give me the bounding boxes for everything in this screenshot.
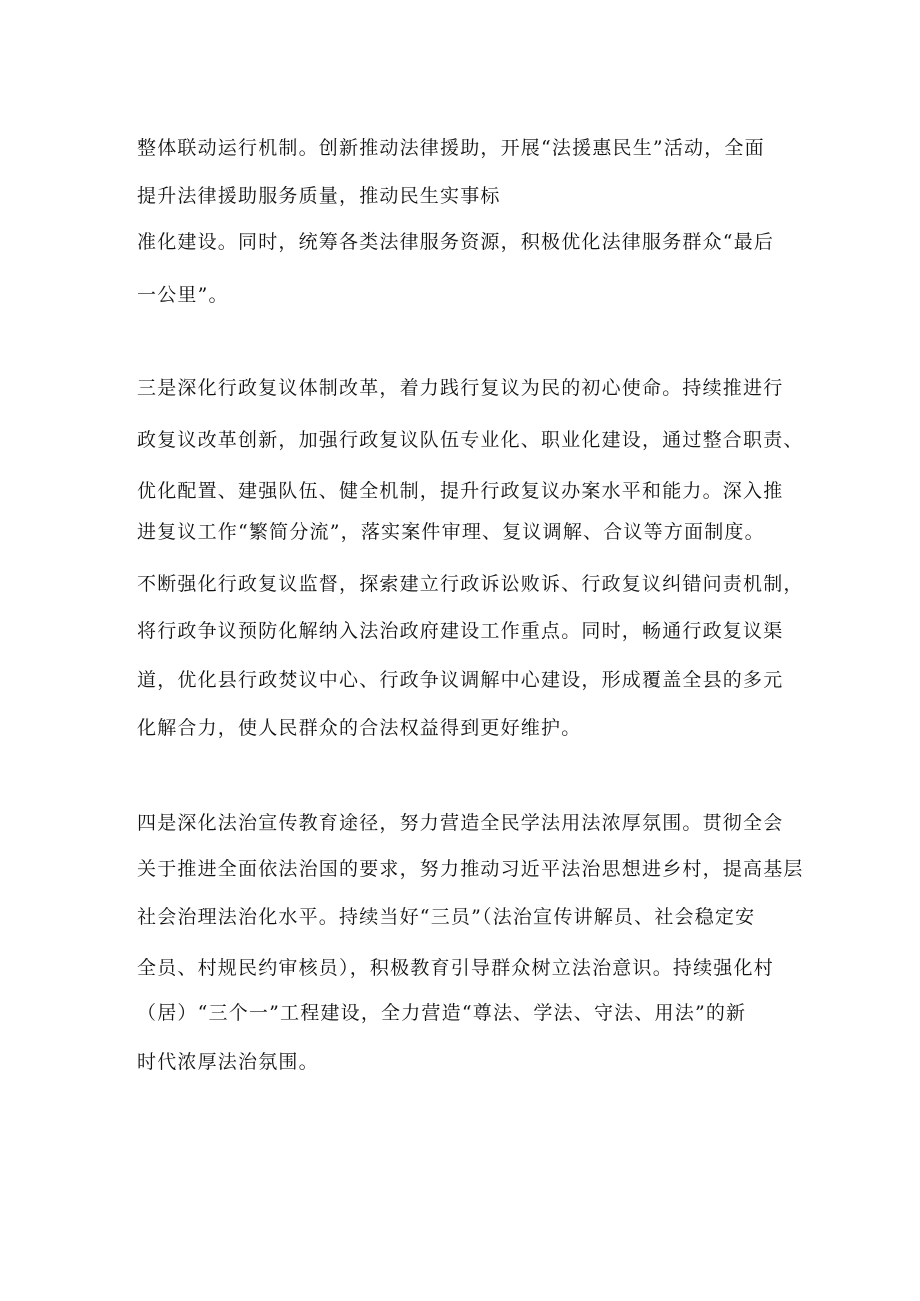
paragraph-1-line-2: 提升法律援助服务质量，推动民生实事标	[137, 185, 501, 207]
paragraph-3-line-4: 全员、村规民约审核员），积极教育引导群众树立法治意识。持续强化村	[137, 957, 774, 979]
paragraph-1-line-1: 整体联动运行机制。创新推动法律援助，开展“法援惠民生”活动，全面	[137, 137, 765, 159]
paragraph-3-line-1: 四是深化法治宣传教育途径，努力营造全民学法用法浓厚氛围。贯彻全会	[137, 812, 784, 834]
paragraph-1-line-4: 一公里”。	[137, 284, 229, 306]
paragraph-2-line-8: 化解合力，使人民群众的合法权益得到更好维护。	[137, 717, 582, 739]
paragraph-2-line-6: 将行政争议预防化解纳入法治政府建设工作重点。同时，畅通行政复议渠	[137, 620, 784, 642]
paragraph-2-line-5: 不断强化行政复议监督，探索建立行政诉讼败诉、行政复议纠错问责机制，	[137, 573, 804, 595]
paragraph-1-line-3: 准化建设。同时，统筹各类法律服务资源，积极优化法律服务群众“最后	[137, 231, 775, 253]
paragraph-3-line-3: 社会治理法治化水平。持续当好“三员”（法治宣传讲解员、社会稳定安	[137, 906, 756, 928]
paragraph-3-line-6: 时代浓厚法治氛围。	[137, 1051, 319, 1073]
paragraph-2-line-4: 进复议工作“繁简分流”，落实案件审理、复议调解、合议等方面制度。	[137, 521, 765, 543]
paragraph-2-line-1: 三是深化行政复议体制改革，着力践行复议为民的初心使命。持续推进行	[137, 377, 784, 399]
paragraph-2-line-2: 政复议改革创新，加强行政复议队伍专业化、职业化建设，通过整合职责、	[137, 429, 804, 451]
paragraph-3-line-2: 关于推进全面依法治国的要求，努力推动习近平法治思想进乡村，提高基层	[137, 858, 804, 880]
paragraph-2-line-3: 优化配置、建强队伍、健全机制，提升行政复议办案水平和能力。深入推	[137, 480, 784, 502]
paragraph-3-line-5: （居）“三个一”工程建设，全力营造“尊法、学法、守法、用法”的新	[137, 1002, 747, 1024]
paragraph-2-line-7: 道，优化县行政焚议中心、行政争议调解中心建设，形成覆盖全县的多元	[137, 669, 784, 691]
